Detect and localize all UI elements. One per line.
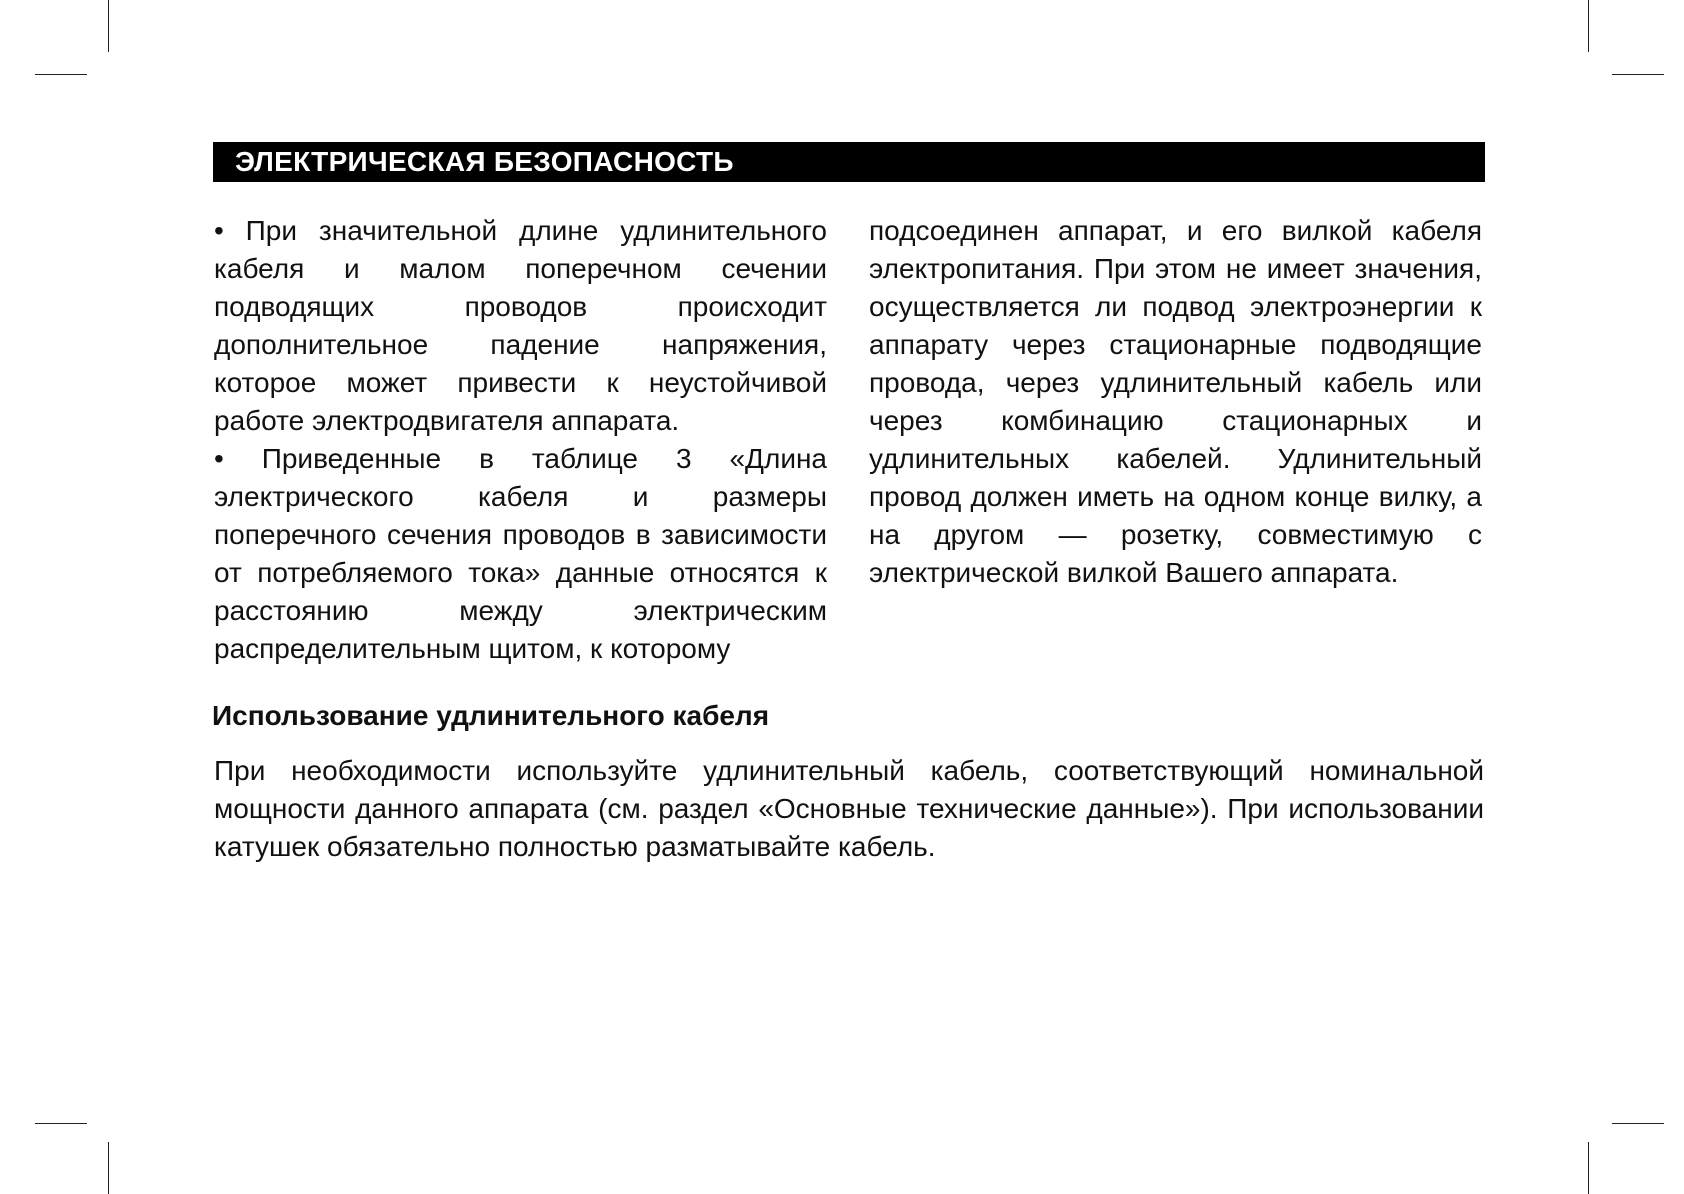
crop-mark-bottom-left-horizontal <box>35 1123 87 1124</box>
crop-mark-bottom-left-vertical <box>108 1142 109 1194</box>
right-column <box>869 212 1482 592</box>
crop-mark-bottom-right-horizontal <box>1612 1123 1664 1124</box>
left-paragraph: • При значительной длине удлинительного кабеля и малом поперечном сечении подводящих проводов происходит дополнительное падение напряжения, которое может привести к неустойчивой работе электродвигателя аппарата. <box>214 215 827 436</box>
right-paragraph: подсоединен аппарат, и его вилкой кабеля электропитания. При этом не имеет значения, осуществляется ли подвод электроэнергии к аппарату через стационарные подводящие провода, через удлинительный кабель или через комбинацию стационарных и удлинительных кабелей. Удлинительный провод должен иметь на одном конце вилку, а на другом — розетку, совместимую с электрической вилкой Вашего аппарата. <box>869 215 1482 588</box>
subsection-paragraph: При необходимости используйте удлинительный кабель, соответствующий номинальной мощности данного аппарата (см. раздел «Основные технические данные»). При использовании катушек обязательно полностью разматывайте кабель. <box>214 755 1484 862</box>
crop-mark-bottom-right-vertical <box>1588 1142 1589 1194</box>
crop-mark-top-right-horizontal <box>1612 74 1664 75</box>
subsection-heading: Использование удлинительного кабеля <box>212 700 770 731</box>
left-column <box>214 212 827 668</box>
left-paragraph: • Приведенные в таблице 3 «Длина электрического кабеля и размеры поперечного сечения проводов в зависимости от потребляемого тока» данные относятся к расстоянию между электрическим распределительным щитом, к которому <box>214 443 827 664</box>
section-title: ЭЛЕКТРИЧЕСКАЯ БЕЗОПАСНОСТЬ <box>235 146 734 177</box>
subsection-body <box>214 752 1484 866</box>
crop-mark-top-left-horizontal <box>35 74 87 75</box>
section-title-bar <box>213 142 1485 182</box>
crop-mark-top-left-vertical <box>108 0 109 52</box>
crop-mark-top-right-vertical <box>1588 0 1589 52</box>
